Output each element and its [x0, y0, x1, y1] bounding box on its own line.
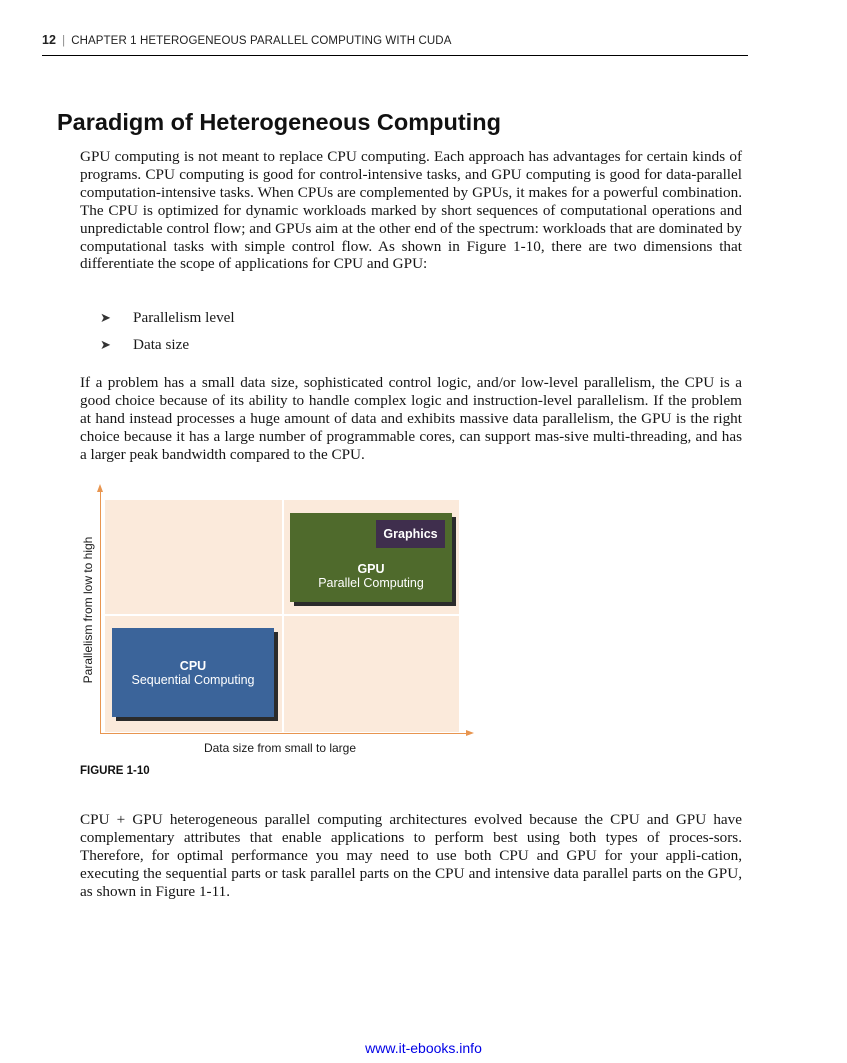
- quadrant-bottom-right: [284, 616, 459, 732]
- chapter-title: CHAPTER 1 HETEROGENEOUS PARALLEL COMPUTING WITH CUDA: [71, 35, 452, 47]
- graphics-tag: Graphics: [376, 520, 445, 548]
- section-title: Paradigm of Heterogeneous Computing: [57, 109, 501, 135]
- bullet-arrow-icon: ➤: [100, 310, 111, 325]
- paragraph-heterogeneous: CPU + GPU heterogeneous parallel computing architectures evolved because the CPU and GPU have complementary attributes that enable applications to perform best using both types of proces-sors. Therefore, for optimal performance you may need to use both CPU and GPU for your appli-cation, executing the sequential parts or task parallel parts on the CPU and intensive data parallel parts on the GPU, as shown in Figure 1-11.: [80, 811, 742, 900]
- x-axis-line: [100, 733, 468, 734]
- running-head: [42, 33, 748, 56]
- quadrant-top-left: [105, 500, 282, 614]
- bullet-text: Data size: [133, 336, 190, 353]
- header-separator: |: [62, 35, 66, 47]
- footer-link[interactable]: www.it-ebooks.info: [365, 1040, 482, 1056]
- figure-1-10-diagram: [78, 484, 478, 756]
- paragraph-problem-size: If a problem has a small data size, sophisticated control logic, and/or low-level parallelism, the CPU is a good choice because of its ability to handle complex logic and instruction-level parallelism. If the problem at hand instead processes a huge amount of data and exhibits massive data parallelism, the GPU is the right choice because it has a large number of programmable cores, can support mas-sive multi-threading, and has a larger peak bandwidth compared to the CPU.: [80, 374, 742, 463]
- bullet-arrow-icon: ➤: [100, 337, 111, 352]
- list-item: [100, 309, 235, 336]
- figure-caption: FIGURE 1-10: [80, 765, 150, 777]
- x-axis-label: Data size from small to large: [203, 741, 357, 755]
- y-axis-arrow-icon: [97, 484, 103, 492]
- paragraph-intro: GPU computing is not meant to replace CPU computing. Each approach has advantages for certain kinds of programs. CPU computing is good for control-intensive tasks, and GPU computing is good for data-parallel computation-intensive tasks. When CPUs are complemented by GPUs, it makes for a powerful combination. The CPU is optimized for dynamic workloads marked by short sequences of computational operations and unpredictable control flow; and GPUs aim at the other end of the spectrum: workloads that are dominated by computational tasks with simple control flow. As shown in Figure 1-10, there are two dimensions that differentiate the scope of applications for CPU and GPU:: [80, 148, 742, 273]
- x-axis-arrow-icon: [466, 730, 474, 736]
- y-axis-line: [100, 490, 101, 734]
- cpu-box-subtitle: Sequential Computing: [131, 673, 255, 687]
- list-item: [100, 336, 235, 363]
- cpu-box-title: CPU: [179, 659, 207, 673]
- page-number: 12: [42, 33, 57, 47]
- y-axis-label: Parallelism from low to high: [81, 536, 95, 684]
- gpu-box-subtitle: Parallel Computing: [318, 576, 424, 590]
- bullet-text: Parallelism level: [133, 309, 235, 326]
- gpu-box-title: GPU: [357, 562, 385, 576]
- cpu-box: [112, 628, 274, 717]
- bullet-list: [100, 309, 235, 363]
